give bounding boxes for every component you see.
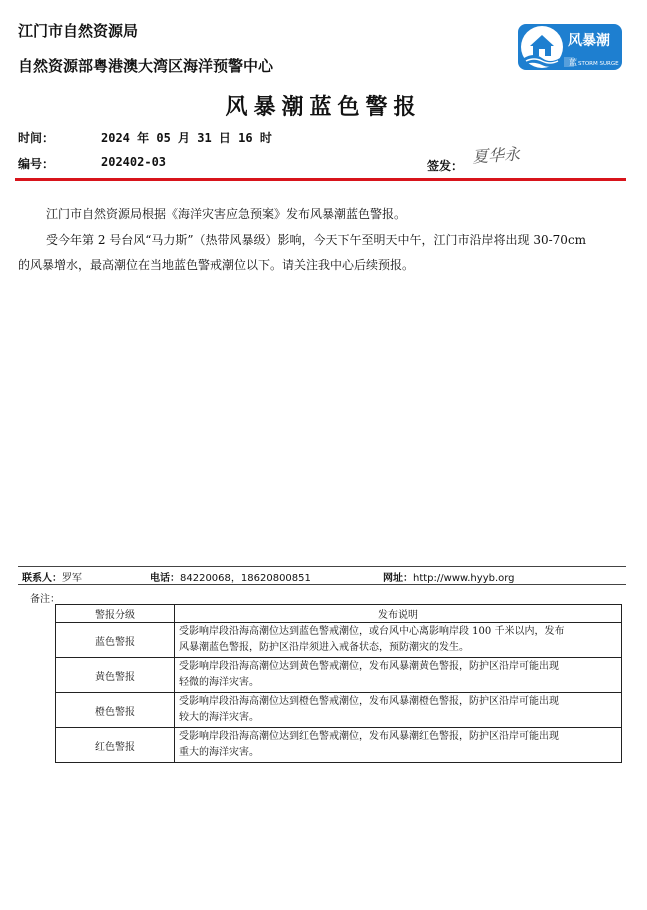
description-line: 受影响岸段沿海高潮位达到蓝色警戒潮位，或台风中心离影响岸段 100 千米以内，发布 xyxy=(179,626,565,637)
logo-subtext: STORM SURGE xyxy=(578,61,619,67)
description-line: 风暴潮蓝色警报，防护区沿岸须进入戒备状态，预防潮灾的发生。 xyxy=(179,642,469,653)
description-line: 较大的海洋灾害。 xyxy=(179,712,259,723)
description-line: 受影响岸段沿海高潮位达到橙色警戒潮位，发布风暴潮橙色警报，防护区沿岸可能出现 xyxy=(179,696,559,707)
description-line: 重大的海洋灾害。 xyxy=(179,747,259,758)
level-cell: 黄色警报 xyxy=(56,658,175,693)
description-cell xyxy=(175,728,622,763)
table-row xyxy=(56,658,622,693)
time-label: 时间： xyxy=(18,131,55,145)
sign-label: 签发： xyxy=(427,159,464,173)
signature: 夏华永 xyxy=(471,144,521,167)
body-paragraph-2-line-1: 受今年第 2 号台风“马力斯”（热带风暴级）影响，今天下午至明天中午，江门市沿岸将出现 30-70cm xyxy=(46,233,587,247)
level-cell: 蓝色警报 xyxy=(56,623,175,658)
contact-person-value: 罗军 xyxy=(62,573,82,584)
contact-phone-value: 84220068，18620800851 xyxy=(180,573,311,584)
warning-center-name: 自然资源部粤港澳大湾区海洋预警中心 xyxy=(18,57,274,75)
level-cell: 橙色警报 xyxy=(56,693,175,728)
contact-phone-label: 电话： xyxy=(150,573,180,584)
logo-level-char: 蓝 xyxy=(569,58,577,67)
contact-web-link[interactable]: http://www.hyyb.org xyxy=(413,573,515,584)
table-row xyxy=(56,728,622,763)
time-value: 2024 年 05 月 31 日 16 时 xyxy=(101,131,272,145)
level-cell: 红色警报 xyxy=(56,728,175,763)
storm-surge-logo xyxy=(516,22,624,72)
contact-person xyxy=(22,569,82,584)
table-row xyxy=(56,693,622,728)
header-level: 警报分级 xyxy=(56,605,175,623)
contact-bottom-rule xyxy=(18,584,626,585)
contact-phone xyxy=(150,569,311,584)
number-value: 202402-03 xyxy=(101,155,167,169)
contact-top-rule xyxy=(18,566,626,567)
table-row xyxy=(56,623,622,658)
contact-web-label: 网址： xyxy=(383,573,413,584)
logo-text: 风暴潮 xyxy=(568,33,610,49)
issuer-name: 江门市自然资源局 xyxy=(18,22,139,40)
description-cell xyxy=(175,623,622,658)
page-title: 风暴潮蓝色警报 xyxy=(225,94,422,120)
contact-web xyxy=(383,569,515,584)
description-line: 受影响岸段沿海高潮位达到红色警戒潮位，发布风暴潮红色警报，防护区沿岸可能出现 xyxy=(179,731,559,742)
body-paragraph-2-line-2: 的风暴增水，最高潮位在当地蓝色警戒潮位以下。请关注我中心后续预报。 xyxy=(18,258,415,272)
description-line: 受影响岸段沿海高潮位达到黄色警戒潮位，发布风暴潮黄色警报，防护区沿岸可能出现 xyxy=(179,661,559,672)
notes-label: 备注： xyxy=(30,594,60,605)
table-header-row xyxy=(56,605,622,623)
body-paragraph-1: 江门市自然资源局根据《海洋灾害应急预案》发布风暴潮蓝色警报。 xyxy=(46,207,407,221)
description-cell xyxy=(175,658,622,693)
red-divider xyxy=(15,178,626,181)
description-line: 轻微的海洋灾害。 xyxy=(179,677,259,688)
number-label: 编号： xyxy=(18,157,55,171)
description-cell xyxy=(175,693,622,728)
warning-level-table xyxy=(55,604,622,763)
header-description: 发布说明 xyxy=(175,605,622,623)
contact-person-label: 联系人： xyxy=(22,573,62,584)
